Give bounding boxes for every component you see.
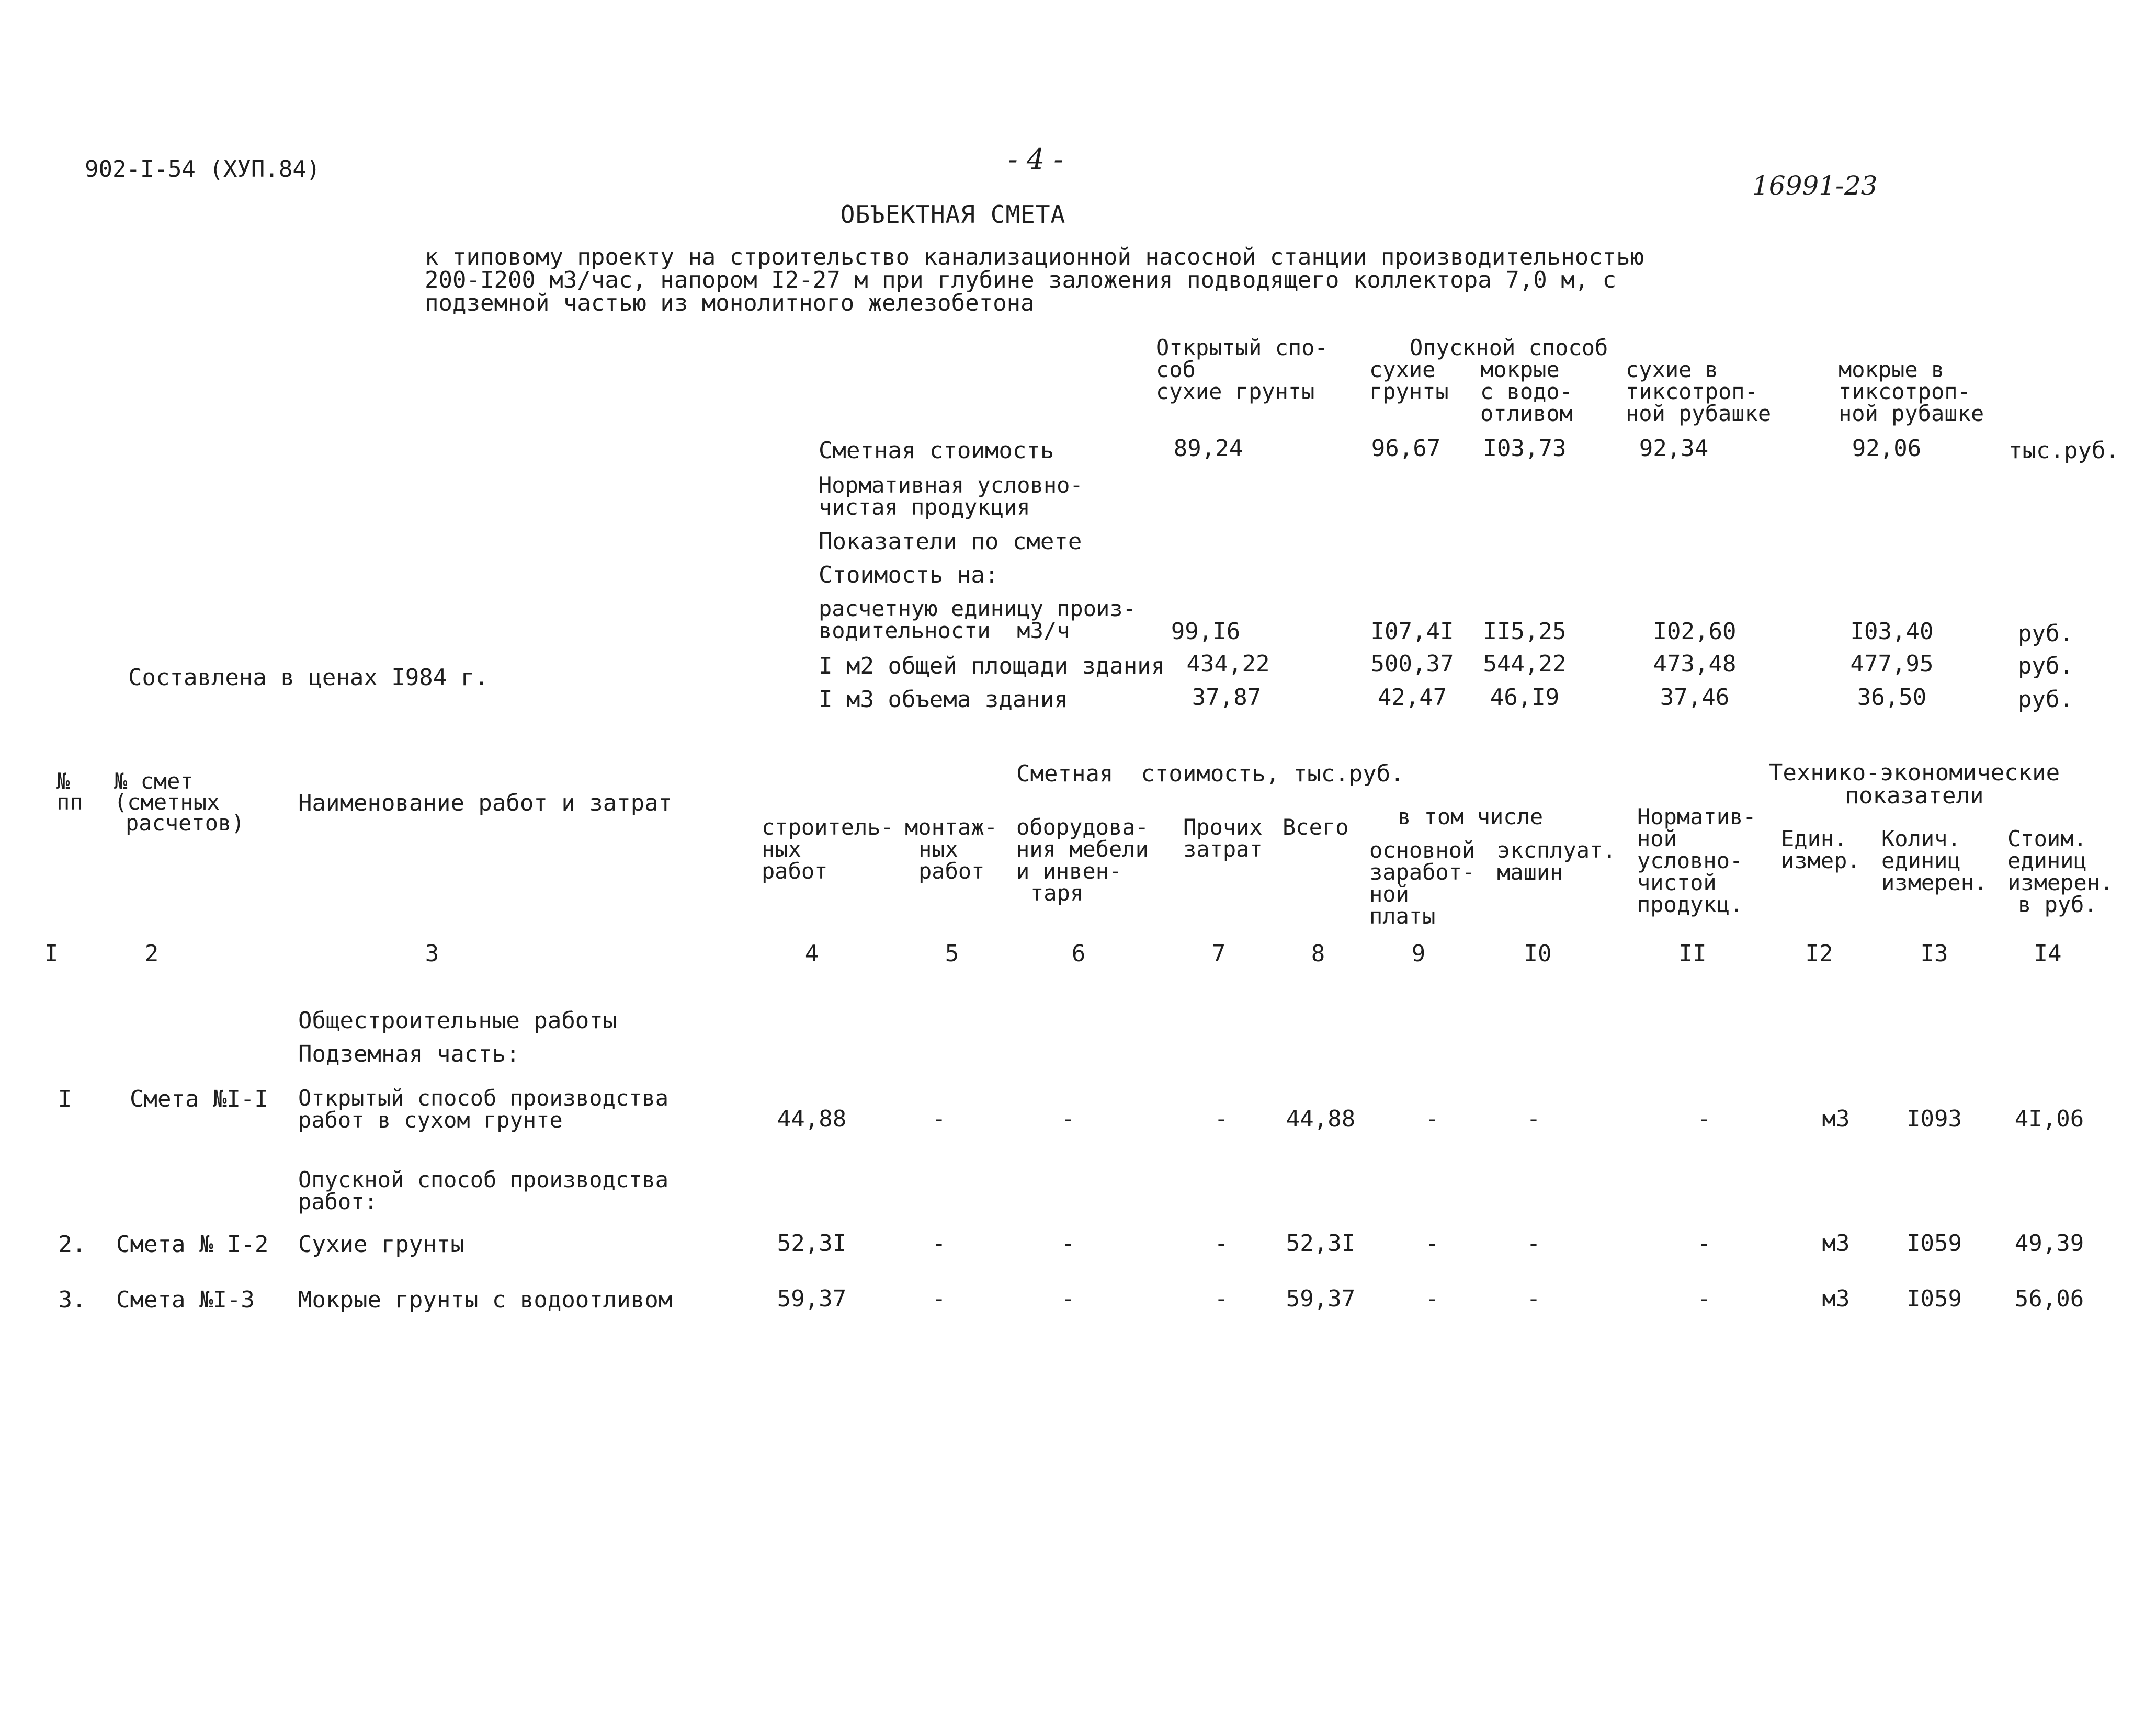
summary-label: I м2 общей площади здания [819,653,1165,679]
row-value: I093 [1907,1106,1962,1132]
col-header-no: пп [56,789,83,815]
tech-group-header: показатели [1845,782,1984,809]
row-value: м3 [1822,1106,1850,1132]
summary-value: 36,50 [1857,684,1927,711]
summary-value: 96,67 [1371,435,1441,462]
col-header-unit: измер. [1781,848,1860,873]
col-header-unit-cost: в руб. [2018,892,2097,917]
row-value: 44,88 [1286,1106,1356,1132]
dry-thixo-header: сухие в [1626,357,1719,382]
col-header-installation: ных [918,836,958,862]
col-header-unit-cost: единиц [2007,848,2087,873]
summary-value: 42,47 [1377,684,1447,711]
column-number: 3 [425,940,439,967]
row-value: - [1697,1230,1711,1257]
row-value: - [932,1106,946,1132]
row-value: - [1214,1230,1229,1257]
col-header-machines: эксплуат. [1497,837,1616,863]
col-header-normative: условно- [1637,848,1743,873]
col-header-qty: Колич. [1881,826,1961,851]
cost-group-header: Сметная стоимость, тыс.руб. [1016,760,1404,787]
row-number: 3. [58,1287,86,1313]
col-header-normative: Норматив- [1637,804,1756,829]
wet-thixo-header: мокрые в [1839,357,1945,382]
col-header-unit: Един. [1781,826,1847,851]
column-number: I3 [1920,940,1948,967]
group-title: работ: [298,1189,378,1214]
col-header-work-name: Наименование работ и затрат [298,790,673,816]
column-number: 4 [804,940,819,967]
wet-soil-header: отливом [1480,401,1573,426]
column-number: 5 [945,940,959,967]
summary-value: I03,73 [1483,435,1567,462]
column-number: 6 [1071,940,1086,967]
row-estimate-ref: Смета №I-3 [116,1287,255,1313]
row-value: 56,06 [2014,1285,2084,1312]
row-value: м3 [1822,1285,1850,1312]
row-value: м3 [1822,1230,1850,1257]
wet-soil-header: мокрые [1480,357,1560,382]
subsection-title: Подземная часть: [298,1041,520,1067]
summary-value: 473,48 [1653,651,1737,677]
row-value: - [1526,1230,1541,1257]
document-code: 902-I-54 (XУП.84) [85,156,321,183]
col-header-equipment: таря [1030,880,1084,906]
row-work-name: Сухие грунты [298,1231,464,1258]
row-value: 52,3I [777,1230,847,1257]
row-value: - [932,1285,946,1312]
compiled-price-note: Составлена в ценах I984 г. [128,664,489,691]
summary-value: 544,22 [1483,651,1567,677]
row-value: I059 [1907,1285,1962,1312]
summary-unit: руб. [2018,620,2073,647]
document-title: ОБЪЕКТНАЯ СМЕТА [840,200,1066,229]
row-value: - [1214,1106,1229,1132]
col-header-equipment: ния мебели [1016,836,1149,862]
col-header-total: Всего [1283,814,1349,840]
wet-thixo-header: тиксотроп- [1839,379,1971,404]
column-number: II [1678,940,1707,967]
col-header-normative: чистой [1637,870,1717,895]
open-method-header: сухие грунты [1156,379,1315,404]
col-header-estimate: расчетов) [126,810,245,836]
column-number: 9 [1411,940,1426,967]
summary-label: Сметная стоимость [819,437,1054,464]
incl-group-header: в том числе [1398,804,1544,829]
col-header-normative: продукц. [1637,892,1743,917]
summary-value: 477,95 [1850,651,1934,677]
col-header-equipment: оборудова- [1016,814,1149,840]
col-header-no: № [56,768,70,794]
row-value: - [1425,1230,1439,1257]
row-value: - [1697,1285,1711,1312]
col-header-equipment: и инвен- [1016,858,1122,884]
column-number: 8 [1311,940,1325,967]
summary-value: 37,46 [1660,684,1730,711]
col-header-other: Прочих [1183,814,1263,840]
row-value: - [1526,1106,1541,1132]
row-value: - [1425,1285,1439,1312]
summary-label: водительности м3/ч [819,618,1070,643]
dry-thixo-header: тиксотроп- [1626,379,1758,404]
dry-soil-header: грунты [1369,379,1449,404]
row-value: 4I,06 [2014,1106,2084,1132]
open-method-header: соб [1156,357,1196,382]
summary-value: 99,I6 [1171,618,1241,645]
handwritten-archive-number: 16991-23 [1752,170,1878,201]
row-work-name: Мокрые грунты с водоотливом [298,1287,673,1313]
summary-label: I м3 объема здания [819,686,1068,713]
col-header-construction: ных [762,836,801,862]
subtitle-line: 200-I200 м3/час, напором I2-27 м при глубине заложения подводящего коллектора 7,0 м, с [425,267,1617,293]
row-value: 44,88 [777,1106,847,1132]
col-header-other: затрат [1183,836,1263,862]
row-value: - [1061,1285,1075,1312]
dry-thixo-header: ной рубашке [1626,401,1772,426]
col-header-estimate: № смет [114,768,194,794]
col-header-installation: работ [918,858,985,884]
wet-soil-header: с водо- [1480,379,1573,404]
column-number: I2 [1805,940,1833,967]
summary-value: I03,40 [1850,618,1934,645]
col-header-wages: ной [1369,881,1409,907]
col-header-construction: работ [762,858,828,884]
col-header-wages: заработ- [1369,859,1476,885]
section-title: Общестроительные работы [298,1007,617,1034]
summary-unit: руб. [2018,686,2073,713]
col-header-normative: ной [1637,826,1677,851]
row-value: 52,3I [1286,1230,1356,1257]
tech-group-header: Технико-экономические [1768,759,2060,786]
summary-unit: тыс.руб. [2009,437,2119,464]
summary-value: 92,06 [1852,435,1922,462]
col-header-unit-cost: измерен. [2007,870,2114,895]
row-value: 59,37 [777,1285,847,1312]
summary-value: I07,4I [1370,618,1454,645]
summary-value: 46,I9 [1490,684,1560,711]
row-value: - [1526,1285,1541,1312]
col-header-machines: машин [1497,859,1563,885]
column-number: I0 [1524,940,1552,967]
summary-label: расчетную единицу произ- [819,596,1136,621]
column-number: I4 [2034,940,2062,967]
group-title: Опускной способ производства [298,1167,669,1192]
row-estimate-ref: Смета № I-2 [116,1231,269,1258]
row-value: 49,39 [2014,1230,2084,1257]
subtitle-line: подземной частью из монолитного железобетона [425,290,1035,316]
column-number: 7 [1211,940,1226,967]
row-value: 59,37 [1286,1285,1356,1312]
summary-value: II5,25 [1483,618,1567,645]
summary-value: 92,34 [1639,435,1709,462]
summary-label: чистая продукция [819,494,1030,520]
summary-label: Нормативная условно- [819,472,1083,498]
summary-value: 89,24 [1173,435,1243,462]
dry-soil-header: сухие [1369,357,1436,382]
row-value: - [1061,1106,1075,1132]
col-header-installation: монтаж- [905,814,998,840]
col-header-qty: единиц [1881,848,1961,873]
summary-value: 500,37 [1370,651,1454,677]
row-work-name: работ в сухом грунте [298,1107,563,1133]
row-work-name: Открытый способ производства [298,1085,669,1111]
wet-thixo-header: ной рубашке [1839,401,1984,426]
col-header-wages: основной [1369,837,1476,863]
col-header-estimate: (сметных [114,789,220,815]
row-number: I [58,1086,72,1112]
summary-value: 434,22 [1186,651,1270,677]
summary-unit: руб. [2018,653,2073,679]
row-value: - [1425,1106,1439,1132]
page-number: - 4 - [1008,143,1063,176]
row-value: - [1697,1106,1711,1132]
open-method-header: Открытый спо- [1156,335,1328,360]
row-value: - [1214,1285,1229,1312]
summary-label: Стоимость на: [819,562,999,588]
summary-label: Показатели по смете [819,528,1082,555]
row-value: - [932,1230,946,1257]
column-number: I [44,940,59,967]
row-number: 2. [58,1231,86,1258]
col-header-wages: платы [1369,903,1436,929]
col-header-unit-cost: Стоим. [2007,826,2087,851]
row-value: I059 [1907,1230,1962,1257]
column-number: 2 [144,940,159,967]
summary-value: I02,60 [1653,618,1737,645]
col-header-construction: строитель- [762,814,894,840]
col-header-qty: измерен. [1881,870,1988,895]
row-estimate-ref: Смета №I-I [130,1086,268,1112]
summary-value: 37,87 [1192,684,1262,711]
sink-method-header: Опускной способ [1410,335,1608,360]
row-value: - [1061,1230,1075,1257]
subtitle-line: к типовому проекту на строительство канализационной насосной станции производительностью [425,244,1644,270]
